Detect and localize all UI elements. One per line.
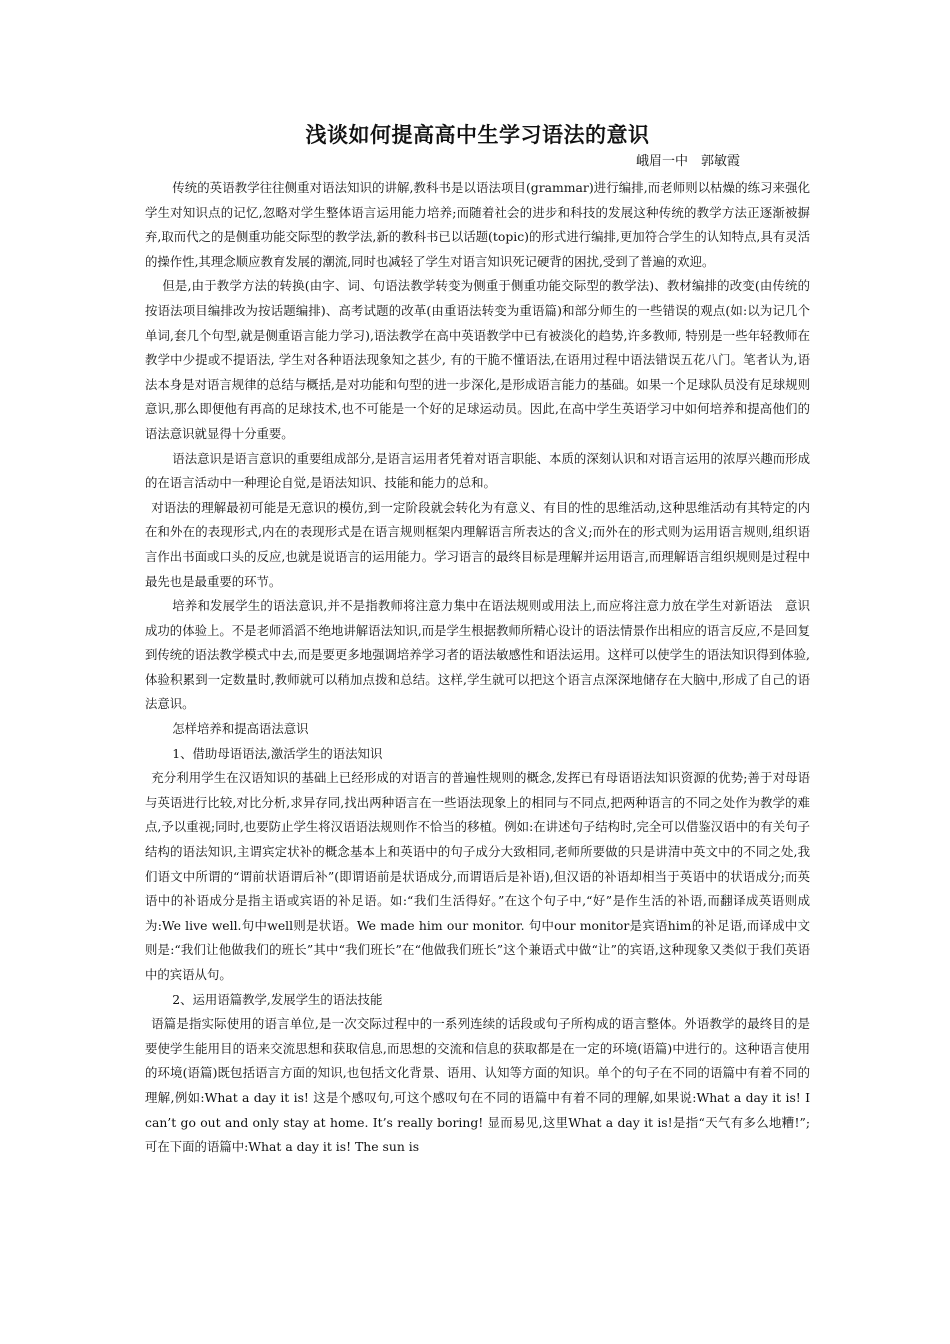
document-page	[145, 118, 810, 1160]
paragraph-1: 传统的英语教学往往侧重对语法知识的讲解,教科书是以语法项目(grammar)进行编排,而老师则以枯燥的练习来强化学生对知识点的记忆,忽略对学生整体语言运用能力培养;而随着社会的进步和科技的发展这种传统的教学方法正逐渐被摒弃,取而代之的是侧重功能交际型的教学法,新的教科书已以话题(topic)的形式进行编排,更加符合学生的认知特点,具有灵活的操作性,其理念顺应教育发展的潮流,同时也减轻了学生对语言知识死记硬背的困扰,受到了普遍的欢迎。	[145, 180, 810, 269]
subsection-1-body: 充分利用学生在汉语知识的基础上已经形成的对语言的普遍性规则的概念,发挥已有母语语法知识资源的优势;善于对母语与英语进行比较,对比分析,求异存同,找出两种语言在一些语法现象上的相同与不同点,把两种语言的不同之处作为教学的难点,予以重视;同时,也要防止学生将汉语语法规则作不恰当的移植。例如:在讲述句子结构时,完全可以借鉴汉语中的有关句子结构的语法知识,主谓宾定状补的概念基本上和英语中的句子成分大致相同,老师所要做的只是讲清中英文中的不同之处,我们语文中所谓的“谓前状语谓后补”(即谓语前是状语成分,而谓语后是补语),但汉语的补语却相当于英语中的状语成分;而英语中的补语成分是指主语或宾语的补足语。如:“我们生活得好。”在这个句子中,“好”是作生活的补语,而翻译成英语则成为:We live well.句中well则是状语。We made him our monitor. 句中our monitor是宾语him的补足语,而译成中文则是:“我们让他做我们的班长”其中“我们班长”在“他做我们班长”这个兼语式中做“让”的宾语,这种现象又类似于我们英语中的宾语从句。	[145, 770, 810, 982]
subsection-1-heading: 1、借助母语语法,激活学生的语法知识	[172, 745, 383, 761]
author-line: 峨眉一中 郭敏霞	[635, 154, 740, 169]
subsection-2-heading: 2、运用语篇教学,发展学生的语法技能	[172, 991, 383, 1007]
document-title: 浅谈如何提高高中生学习语法的意识	[305, 123, 650, 147]
paragraph-5: 培养和发展学生的语法意识,并不是指教师将注意力集中在语法规则或用法上,而应将注意力放在学生对新语法 意识成功的体验上。不是老师滔滔不绝地讲解语法知识,而是学生根据教师所精心设计的语法情景作出相应的语言反应,不是回复到传统的语法教学模式中去,而是要更多地强调培养学习者的语法敏感性和语法运用。这样可以使学生的语法知识得到体验,体验积累到一定数量时,教师就可以稍加点拨和总结。这样,学生就可以把这个语言点深深地储存在大脑中,形成了自己的语法意识。	[145, 598, 810, 712]
paragraph-3: 语法意识是语言意识的重要组成部分,是语言运用者凭着对语言职能、本质的深刻认识和对语言运用的浓厚兴趣而形成的在语言活动中一种理论自觉,是语法知识、技能和能力的总和。	[145, 450, 810, 491]
paragraph-2: 但是,由于教学方法的转换(由字、词、句语法教学转变为侧重于侧重功能交际型的教学法)、教材编排的改变(由传统的按语法项目编排改为按话题编排)、高考试题的改革(由重语法转变为重语篇)和部分师生的一些错误的观点(如:以为记几个单词,套几个句型,就是侧重语言能力学习),语法教学在高中英语教学中已有被淡化的趋势,许多教师, 特别是一些年轻教师在教学中少提或不提语法, 学生对各种语法现象知之甚少, 有的干脆不懂语法,在语用过程中语法错误五花八门。笔者认为,语法本身是对语言规律的总结与概括,是对功能和句型的进一步深化,是形成语言能力的基础。如果一个足球队员没有足球规则意识,那么即便他有再高的足球技术,也不可能是一个好的足球运动员。因此,在高中学生英语学习中如何培养和提高他们的语法意识就显得十分重要。	[145, 278, 810, 441]
paragraph-4: 对语法的理解最初可能是无意识的模仿,到一定阶段就会转化为有意义、有目的性的思维活动,这种思维活动有其特定的内在和外在的表现形式,内在的表现形式是在语言规则框架内理解语言所表达的含义;而外在的形式则为运用语言规则,组织语言作出书面或口头的反应,也就是说语言的运用能力。学习语言的最终目标是理解并运用语言,而理解语言组织规则是过程中最先也是最重要的环节。	[145, 499, 810, 589]
subsection-2-body: 语篇是指实际使用的语言单位,是一次交际过程中的一系列连续的话段或句子所构成的语言整体。外语教学的最终目的是要使学生能用目的语来交流思想和获取信息,而思想的交流和信息的获取都是在一定的环境(语篇)中进行的。这种语言使用的环境(语篇)既包括语言方面的知识,也包括文化背景、语用、认知等方面的知识。单个的句子在不同的语篇中有着不同的理解,例如:What a day it is! 这是个感叹句,可这个感叹句在不同的语篇中有着不同的理解,如果说:What a day it is! I can’t go out and only stay at home. It’s really boring! 显而易见,这里What a day it is!是指“天气有多么地糟!”;可在下面的语篇中:What a day it is! The sun is	[145, 1016, 810, 1155]
section-heading: 怎样培养和提高语法意识	[172, 721, 309, 737]
